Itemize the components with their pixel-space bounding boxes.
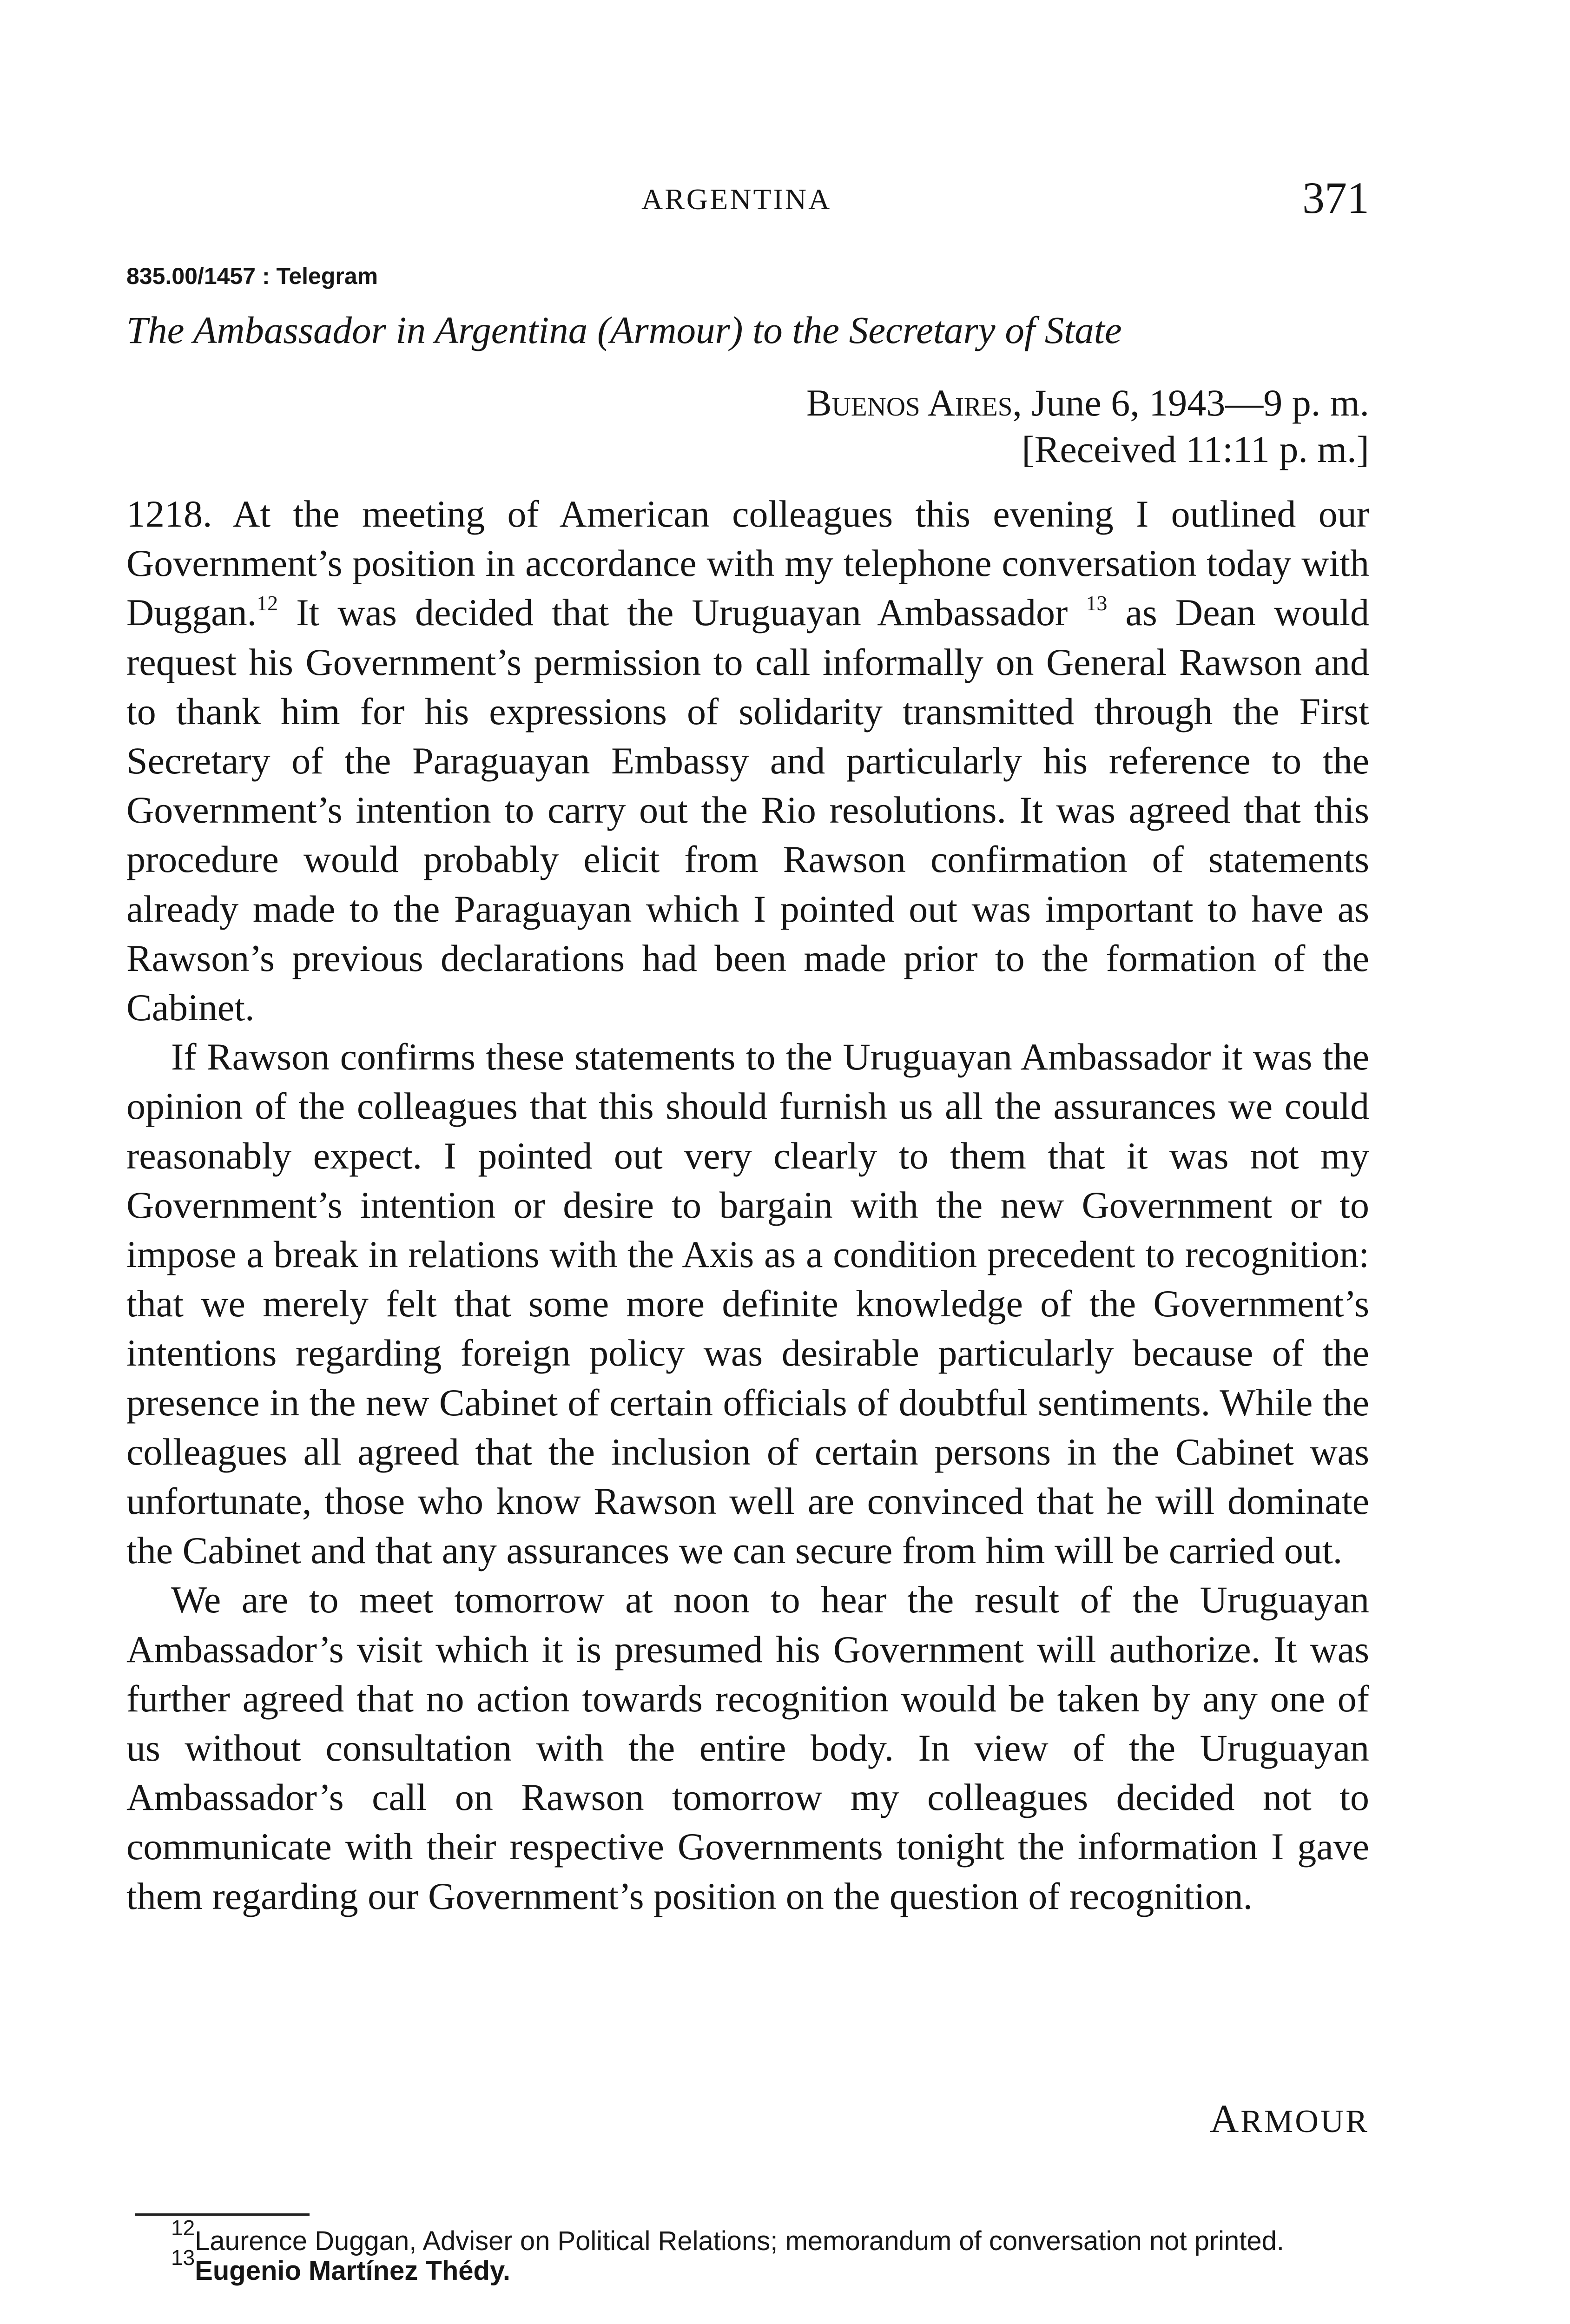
- footnotes: [126, 2216, 1369, 2286]
- dateline-place: Buenos Aires: [806, 382, 1013, 424]
- received-line: [Received 11:11 p. m.]: [1022, 428, 1369, 470]
- paragraph-1: [126, 489, 1369, 1032]
- paragraph-2: If Rawson confirms these statements to the Uruguayan Ambassador it was the opinion of the colleagues that this should furnish us all the assurances we could reasonably expect. I pointed out very clearly to them that it was not my Government’s intention or desire to bargain with the new Government or to impose a break in relations with the Axis as a condition precedent to recognition: that we merely felt that some more definite knowledge of the Government’s intentions regarding foreign policy was desirable particularly because of the presence in the new Cabinet of certain officials of doubtful sentiments. While the colleagues all agreed that the inclusion of certain persons in the Cabinet was unfortunate, those who know Rawson well are convinced that he will dominate the Cabinet and that any assurances we can secure from him will be carried out.: [126, 1036, 1369, 1572]
- footnote-12-text: Laurence Duggan, Adviser on Political Relations; memorandum of conversation not printed.: [195, 2226, 1285, 2256]
- footnote-13: [126, 2245, 1369, 2286]
- signature: ARMOUR: [1210, 2096, 1369, 2141]
- footnote-marker-12: 12: [171, 2216, 195, 2240]
- footnote-marker-13: 13: [171, 2245, 195, 2270]
- footnote-ref-12[interactable]: 12: [257, 591, 278, 615]
- running-head: ARGENTINA: [641, 183, 832, 216]
- document-title: The Ambassador in Argentina (Armour) to the Secretary of State: [126, 309, 1122, 351]
- dateline: [806, 381, 1369, 425]
- footnote-ref-13[interactable]: 13: [1086, 591, 1108, 615]
- paragraph-3: We are to meet tomorrow at noon to hear the result of the Uruguayan Ambassador’s visit which it is presumed his Government will authorize. It was further agreed that no action towards recognition would be taken by any one of us without consultation with the entire body. In view of the Uruguayan Ambassador’s call on Rawson tomorrow my colleagues decided not to communicate with their respective Governments tonight the information I gave them regarding our Government’s position on the question of recognition.: [126, 1578, 1369, 1917]
- telegram-body: [126, 489, 1369, 1921]
- dateline-date: , June 6, 1943—9 p. m.: [1012, 382, 1369, 424]
- paragraph-1-part-c: as Dean would request his Government’s permission to call informally on General Rawson and to thank him for his expressions of solidarity transmitted through the First Secretary of the Paraguayan Embassy and particularly his reference to the Government’s intention to carry out the Rio resolutions. It was agreed that this procedure would probably elicit from Rawson confirmation of statements already made to the Paraguayan which I pointed out was important to have as Rawson’s previous declarations had been made prior to the formation of the Cabinet.: [126, 591, 1369, 1029]
- footnote-12: [126, 2216, 1369, 2256]
- page-number: 371: [1302, 173, 1369, 223]
- document-file-number: 835.00/1457 : Telegram: [126, 263, 378, 289]
- footnote-divider: [135, 2213, 310, 2216]
- paragraph-1-part-b: It was decided that the Uruguayan Ambassador: [278, 591, 1086, 634]
- footnote-13-text: Eugenio Martínez Thédy.: [195, 2256, 511, 2286]
- paragraph-1-part-a: 1218. At the meeting of American colleagues this evening I outlined our Government’s position in accordance with my telephone conversation today with Duggan.: [126, 493, 1369, 634]
